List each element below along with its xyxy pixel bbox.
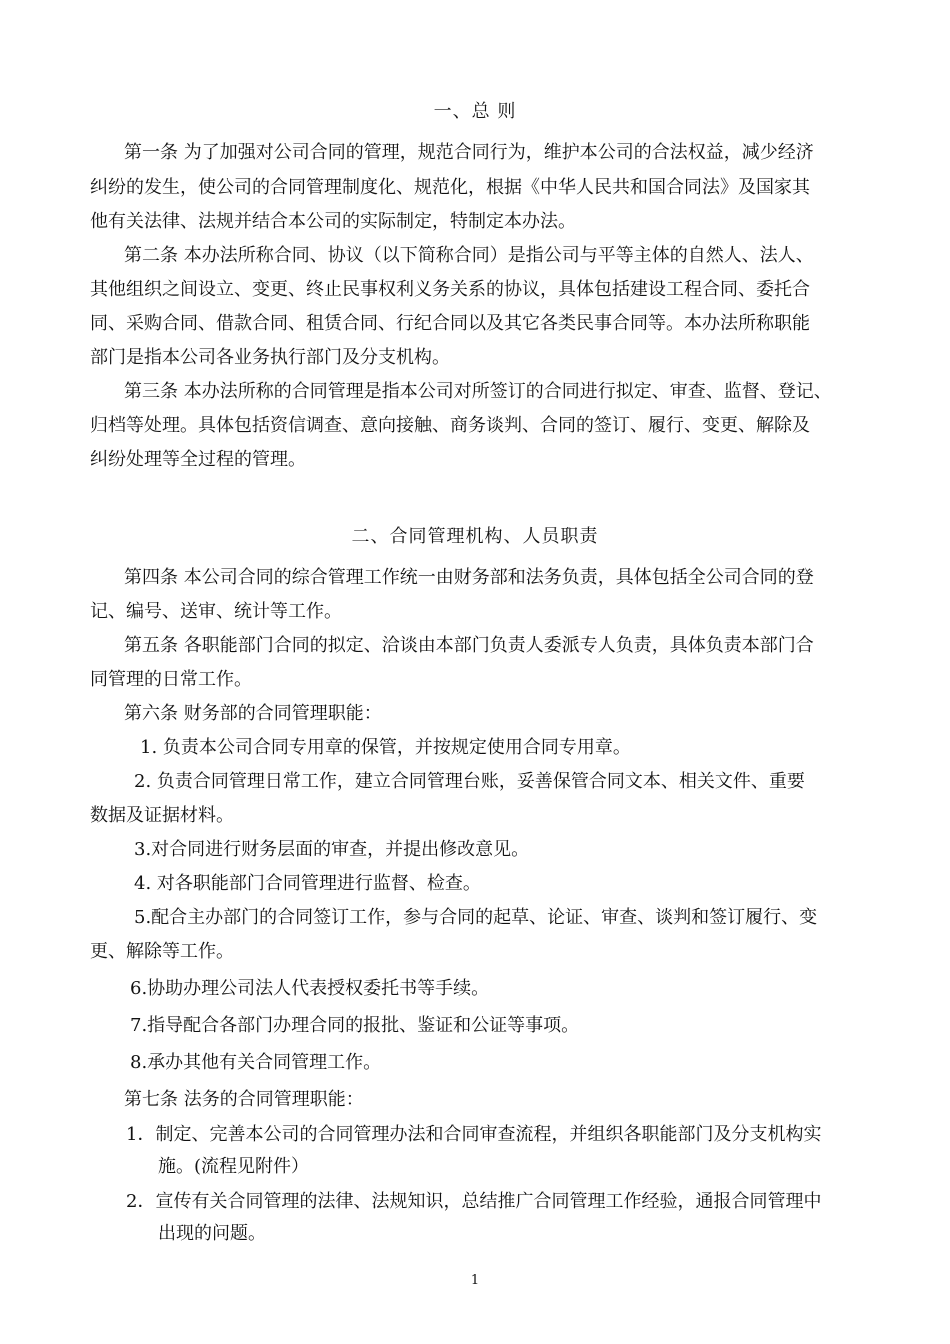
paragraph-line: 第三条 本办法所称的合同管理是指本公司对所签订的合同进行拟定、审查、监督、登记、 — [124, 381, 832, 402]
list-item-line: 出现的问题。 — [158, 1223, 266, 1244]
list-item-line: 施。(流程见附件） — [158, 1156, 310, 1177]
list-item-line: 2．宣传有关合同管理的法律、法规知识，总结推广合同管理工作经验，通报合同管理中 — [126, 1191, 822, 1212]
list-item-line: 1. 负责本公司合同专用章的保管，并按规定使用合同专用章。 — [140, 737, 631, 758]
paragraph-line: 第七条 法务的合同管理职能： — [124, 1089, 364, 1110]
paragraph-line: 第五条 各职能部门合同的拟定、洽谈由本部门负责人委派专人负责，具体负责本部门合 — [124, 635, 814, 656]
paragraph-line: 其他组织之间设立、变更、终止民事权利义务关系的协议，具体包括建设工程合同、委托合 — [90, 279, 810, 300]
list-item-line: 2. 负责合同管理日常工作，建立合同管理台账，妥善保管合同文本、相关文件、重要 — [134, 771, 805, 792]
paragraph-line: 第四条 本公司合同的综合管理工作统一由财务部和法务负责，具体包括全公司合同的登 — [124, 567, 814, 588]
paragraph-line: 同、采购合同、借款合同、租赁合同、行纪合同以及其它各类民事合同等。本办法所称职能 — [90, 313, 810, 334]
paragraph-line: 纠纷的发生，使公司的合同管理制度化、规范化，根据《中华人民共和国合同法》及国家其 — [90, 177, 810, 198]
list-item-line: 3.对合同进行财务层面的审查，并提出修改意见。 — [134, 839, 530, 860]
paragraph-line: 记、编号、送审、统计等工作。 — [90, 601, 342, 622]
list-item-line: 8.承办其他有关合同管理工作。 — [130, 1052, 382, 1073]
section-heading-general: 一、总 则 — [433, 101, 517, 122]
list-item-line: 7.指导配合各部门办理合同的报批、鉴证和公证等事项。 — [130, 1015, 580, 1036]
paragraph-line: 归档等处理。具体包括资信调查、意向接触、商务谈判、合同的签订、履行、变更、解除及 — [90, 415, 810, 436]
list-item-line: 数据及证据材料。 — [90, 805, 234, 826]
list-item-line: 4. 对各职能部门合同管理进行监督、检查。 — [134, 873, 481, 894]
paragraph-line: 同管理的日常工作。 — [90, 669, 252, 690]
paragraph-line: 第一条 为了加强对公司合同的管理，规范合同行为，维护本公司的合法权益，减少经济 — [124, 142, 814, 163]
paragraph-line: 第六条 财务部的合同管理职能： — [124, 703, 382, 724]
paragraph-line: 他有关法律、法规并结合本公司的实际制定，特制定本办法。 — [90, 211, 576, 232]
paragraph-line: 部门是指本公司各业务执行部门及分支机构。 — [90, 347, 450, 368]
paragraph-line: 第二条 本办法所称合同、协议（以下简称合同）是指公司与平等主体的自然人、法人、 — [124, 245, 814, 266]
list-item-line: 6.协助办理公司法人代表授权委托书等手续。 — [130, 978, 490, 999]
paragraph-line: 纠纷处理等全过程的管理。 — [90, 449, 306, 470]
section-heading-organization: 二、合同管理机构、人员职责 — [351, 526, 599, 547]
list-item-line: 5.配合主办部门的合同签订工作，参与合同的起草、论证、审查、谈判和签订履行、变 — [134, 907, 818, 928]
list-item-line: 更、解除等工作。 — [90, 941, 234, 962]
list-item-line: 1．制定、完善本公司的合同管理办法和合同审查流程，并组织各职能部门及分支机构实 — [126, 1124, 822, 1145]
page-number: 1 — [470, 1273, 480, 1288]
